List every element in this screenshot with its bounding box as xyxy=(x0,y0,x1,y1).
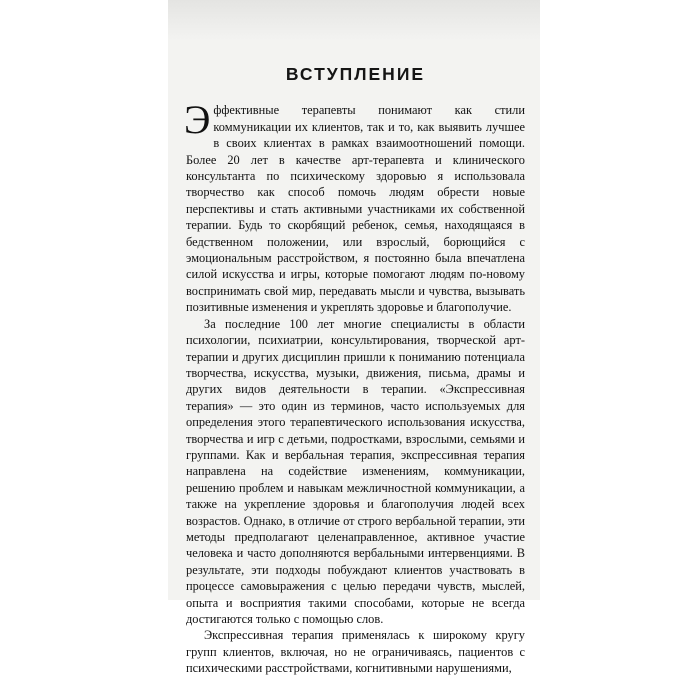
book-page xyxy=(168,0,540,676)
drop-cap: Э xyxy=(184,97,211,143)
paragraph-1-text: ффективные терапевты понимают как стили коммуникации их клиентов, так и то, как выявить лучшее в своих клиентах в рамках взаимоотношений помощи. Более 20 лет в качестве арт-терапевта и клинического консультанта по психическому здоровью я использовала творчество как способ помочь людям обрести новые перспективы и стать активными участниками их собственной терапии. Будь то скорбящий ребенок, семья, находящаяся в бедственном положении, или взрослый, борющийся с эмоциональным расстройством, я постоянно была впечатлена силой искусства и игры, которые помогают людям по-новому воспринимать свой мир, передавать мысли и чувства, вызывать позитивные изменения и укреплять здоровье и благополучие. xyxy=(186,103,525,315)
paragraph-3: Экспрессивная терапия применялась к широкому кругу групп клиентов, включая, но не ограничиваясь, пациентов с психическими расстройствами, когнитивными нарушениями, xyxy=(186,628,525,676)
paragraph-2: За последние 100 лет многие специалисты в области психологии, психиатрии, консультирования, творческой арт-терапии и других дисциплин пришли к пониманию потенциала творчества, искусства, музыки, движения, письма, драмы и других видов деятельности в терапии. «Экспрессивная терапия» — это один из терминов, часто используемых для определения этого терапевтического использования искусства, творчества и игр с детьми, подростками, взрослыми, семьями и группами. Как и вербальная терапия, экспрессивная терапия направлена на содействие изменениям, коммуникации, решению проблем и навыкам межличностной коммуникации, а также на укрепление здоровья и благополучия людей всех возрастов. Однако, в отличие от строго вербальной терапии, эти методы предполагают целенаправленное, активное участие человека и часто дополняются вербальными интервенциями. В результате, эти подходы побуждают клиентов участвовать в процессе самовыражения с целью передачи чувств, мыслей, опыта и восприятия такими способами, которые не всегда достигаются только с помощью слов. xyxy=(186,316,525,626)
paragraph-1 xyxy=(184,97,525,315)
page-content xyxy=(186,66,525,677)
chapter-heading: ВСТУПЛЕНИЕ xyxy=(285,64,426,84)
